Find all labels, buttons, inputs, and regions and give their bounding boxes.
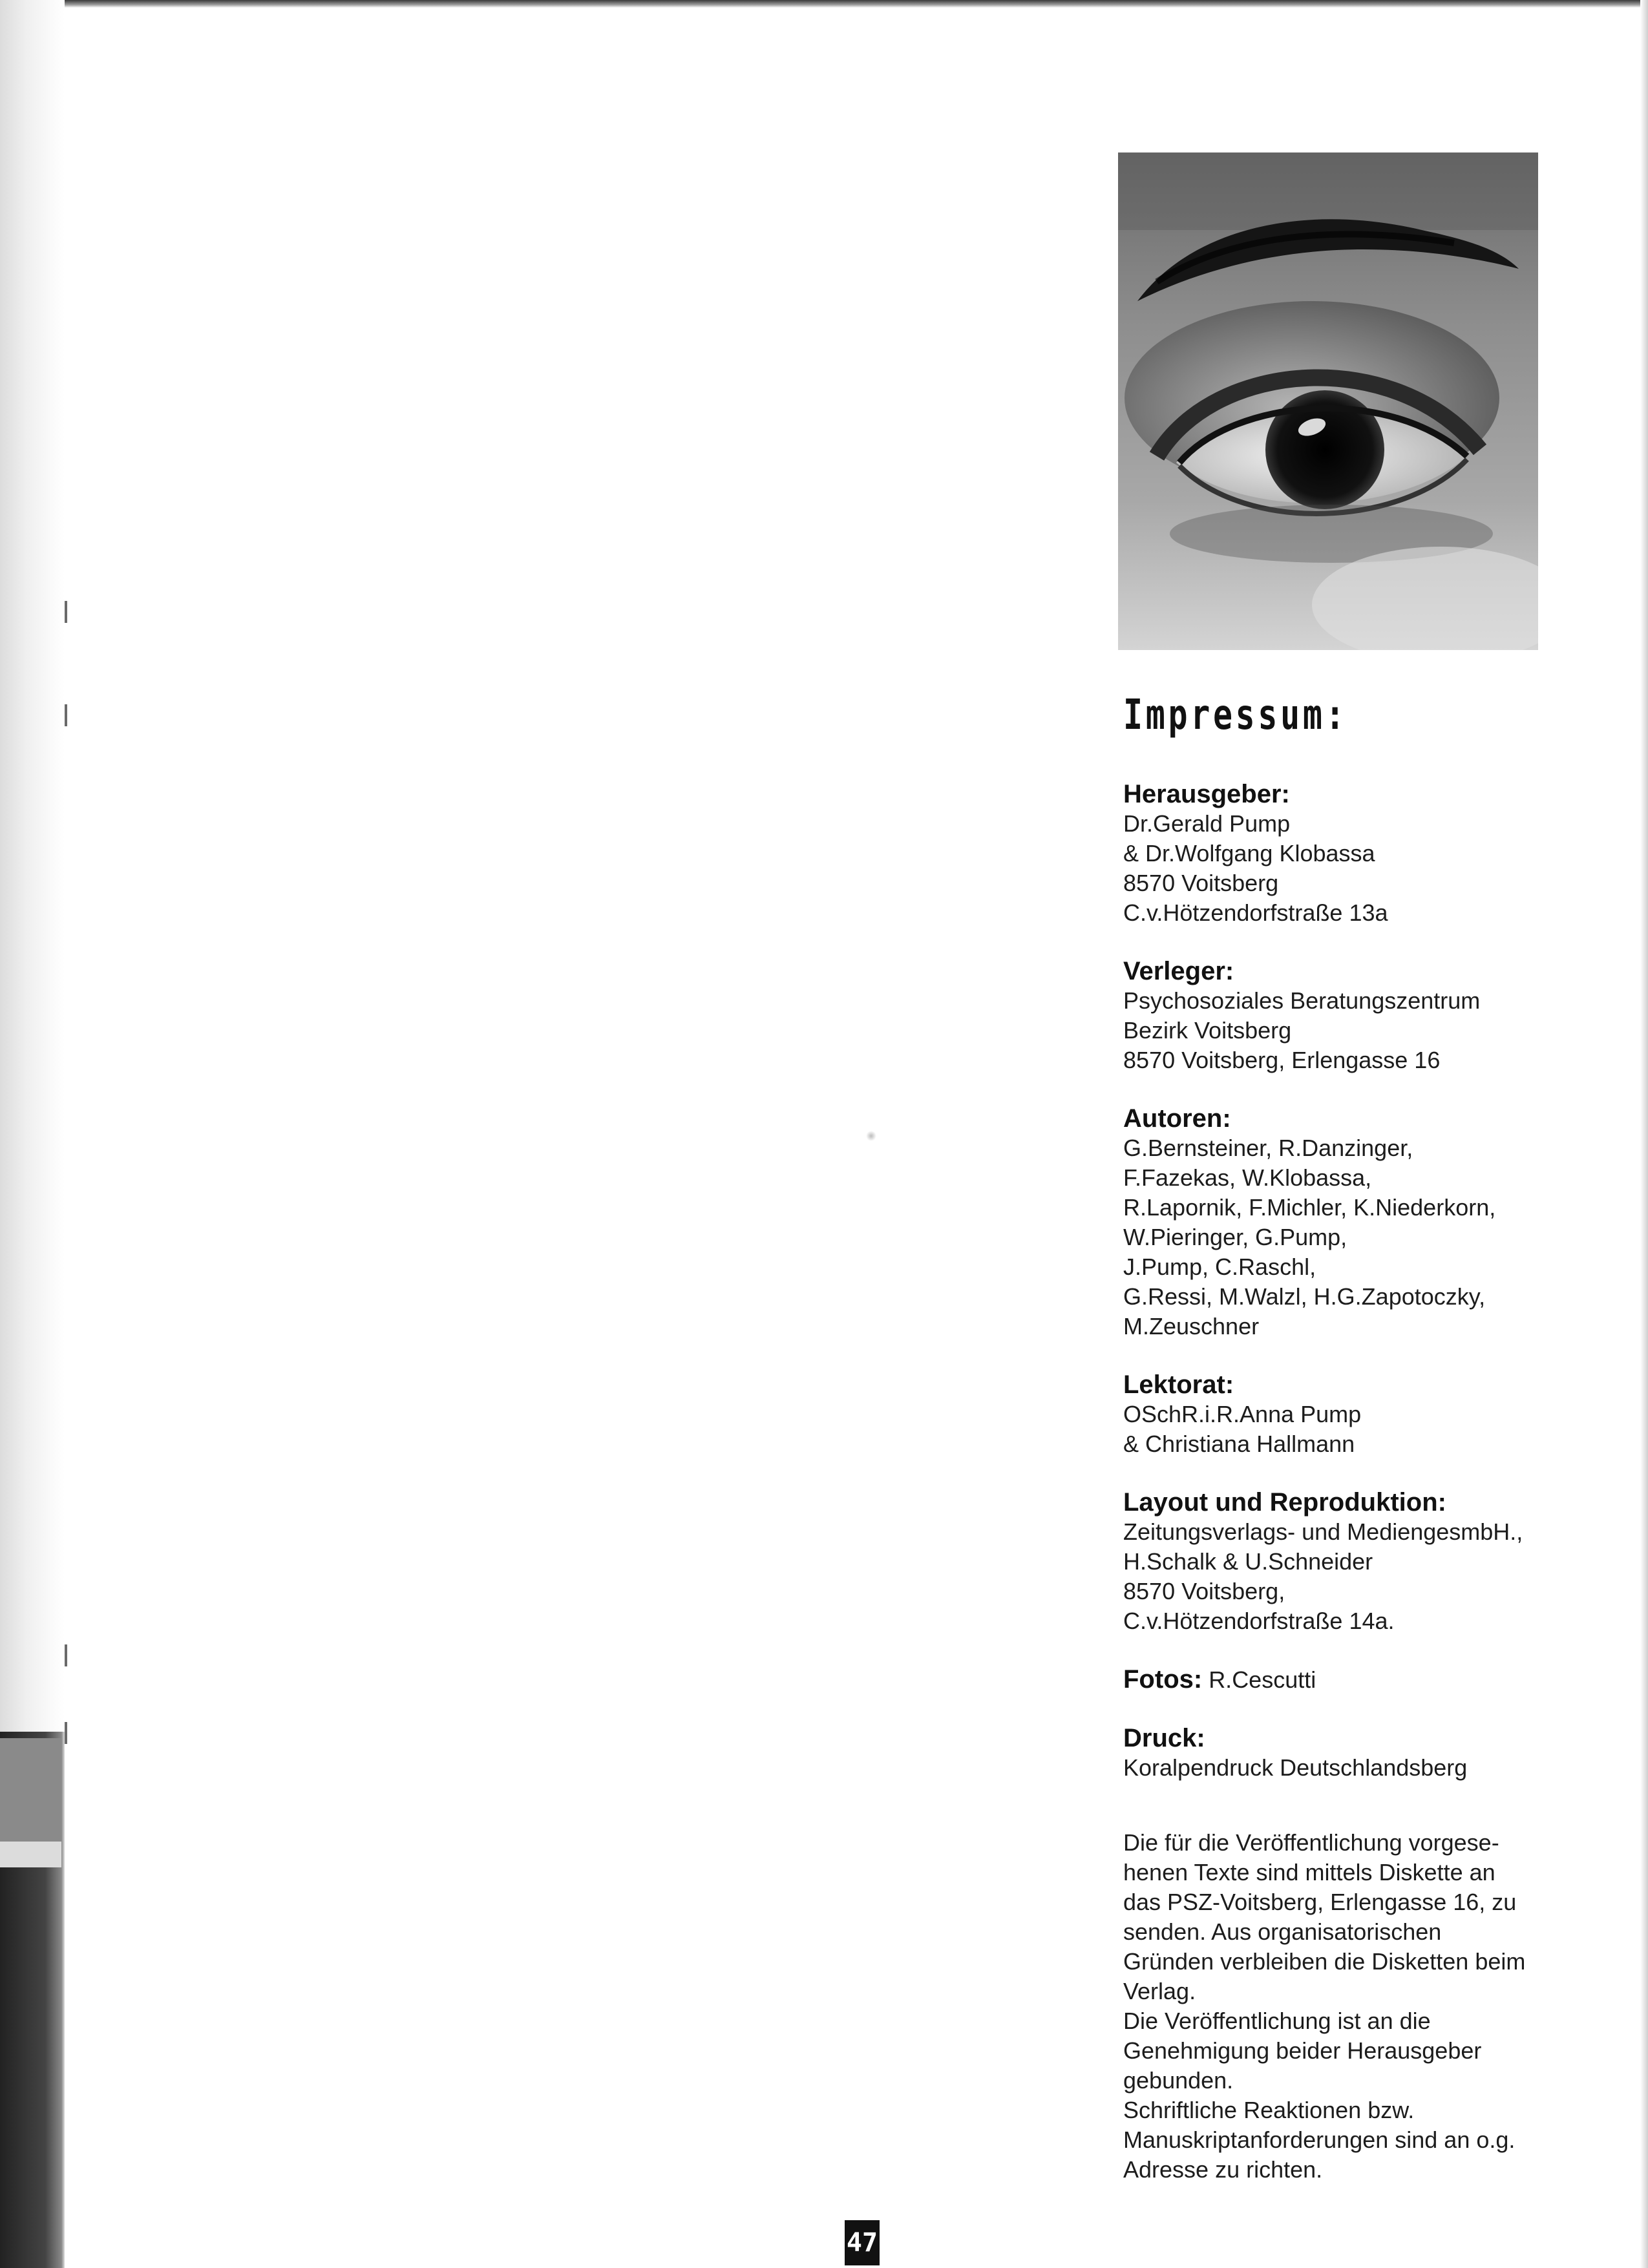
section-fotos (1123, 1664, 1576, 1695)
notice-line: Verlag. (1123, 1978, 1196, 2004)
section-druck (1123, 1723, 1576, 1783)
notice-line: Schriftliche Reaktionen bzw. (1123, 2097, 1415, 2123)
scan-top-edge (0, 0, 1648, 8)
section-line: C.v.Hötzendorfstraße 14a. (1123, 1608, 1395, 1634)
notice-line: Die für die Veröffentlichung vorgese- (1123, 1829, 1499, 1856)
druck-value: Koralpendruck Deutschlandsberg (1123, 1754, 1468, 1781)
notice-line: Gründen verbleiben die Disketten beim (1123, 1948, 1526, 1975)
section-autoren (1123, 1104, 1576, 1341)
section-verleger (1123, 956, 1576, 1075)
section-line: & Christiana Hallmann (1123, 1431, 1355, 1457)
page-number: 47 (845, 2220, 880, 2265)
section-line: R.Lapornik, F.Michler, K.Niederkorn, (1123, 1194, 1496, 1221)
scan-left-shadow-band (0, 1842, 61, 1867)
binding-mark (65, 1722, 67, 1744)
notice-line: Genehmigung beider Herausgeber (1123, 2037, 1482, 2064)
fotos-value: R.Cescutti (1209, 1666, 1316, 1693)
section-herausgeber (1123, 779, 1576, 928)
section-line: G.Ressi, M.Walzl, H.G.Zapotoczky, (1123, 1283, 1486, 1310)
section-heading: Verleger: (1123, 957, 1234, 985)
binding-mark (65, 704, 67, 726)
section-line: & Dr.Wolfgang Klobassa (1123, 840, 1375, 866)
notice-line: Die Veröffentlichung ist an die (1123, 2008, 1431, 2034)
notice-line: das PSZ-Voitsberg, Erlengasse 16, zu (1123, 1889, 1517, 1915)
binding-mark (65, 601, 67, 623)
section-line: Dr.Gerald Pump (1123, 810, 1291, 837)
fotos-heading: Fotos: (1123, 1665, 1203, 1694)
scan-left-shadow-band (0, 1738, 61, 1842)
section-line: 8570 Voitsberg (1123, 870, 1279, 896)
druck-heading: Druck: (1123, 1724, 1205, 1752)
section-heading: Autoren: (1123, 1104, 1231, 1133)
section-layout (1123, 1487, 1576, 1636)
section-heading: Lektorat: (1123, 1370, 1234, 1399)
section-line: 8570 Voitsberg, (1123, 1578, 1285, 1604)
section-line: OSchR.i.R.Anna Pump (1123, 1401, 1362, 1427)
binding-mark (65, 1644, 67, 1666)
section-line: 8570 Voitsberg, Erlengasse 16 (1123, 1047, 1441, 1073)
notice-line: senden. Aus organisatorischen (1123, 1918, 1442, 1945)
section-line: J.Pump, C.Raschl, (1123, 1254, 1316, 1280)
scan-right-edge (1640, 0, 1648, 2268)
section-lektorat (1123, 1370, 1576, 1459)
section-line: F.Fazekas, W.Klobassa, (1123, 1164, 1372, 1191)
section-line: Psychosoziales Beratungszentrum (1123, 987, 1481, 1014)
section-line: C.v.Hötzendorfstraße 13a (1123, 899, 1388, 926)
impressum-title: Impressum: (1123, 691, 1348, 739)
section-heading: Herausgeber: (1123, 780, 1290, 808)
notice-line: henen Texte sind mittels Diskette an (1123, 1859, 1495, 1885)
impressum-column (1123, 691, 1576, 2185)
section-line: W.Pieringer, G.Pump, (1123, 1224, 1347, 1250)
section-line: M.Zeuschner (1123, 1313, 1260, 1339)
section-line: G.Bernsteiner, R.Danzinger, (1123, 1135, 1413, 1161)
submission-notice (1123, 1828, 1576, 2185)
notice-line: Manuskriptanforderungen sind an o.g. (1123, 2126, 1516, 2153)
section-line: Zeitungsverlags- und MediengesmbH., (1123, 1518, 1523, 1545)
section-line: H.Schalk & U.Schneider (1123, 1548, 1373, 1575)
notice-line: Adresse zu richten. (1123, 2156, 1323, 2183)
section-line: Bezirk Voitsberg (1123, 1017, 1292, 1044)
notice-line: gebunden. (1123, 2067, 1234, 2094)
section-heading: Layout und Reproduktion: (1123, 1488, 1446, 1517)
eye-photo (1118, 152, 1538, 650)
dust-speck (866, 1131, 876, 1141)
